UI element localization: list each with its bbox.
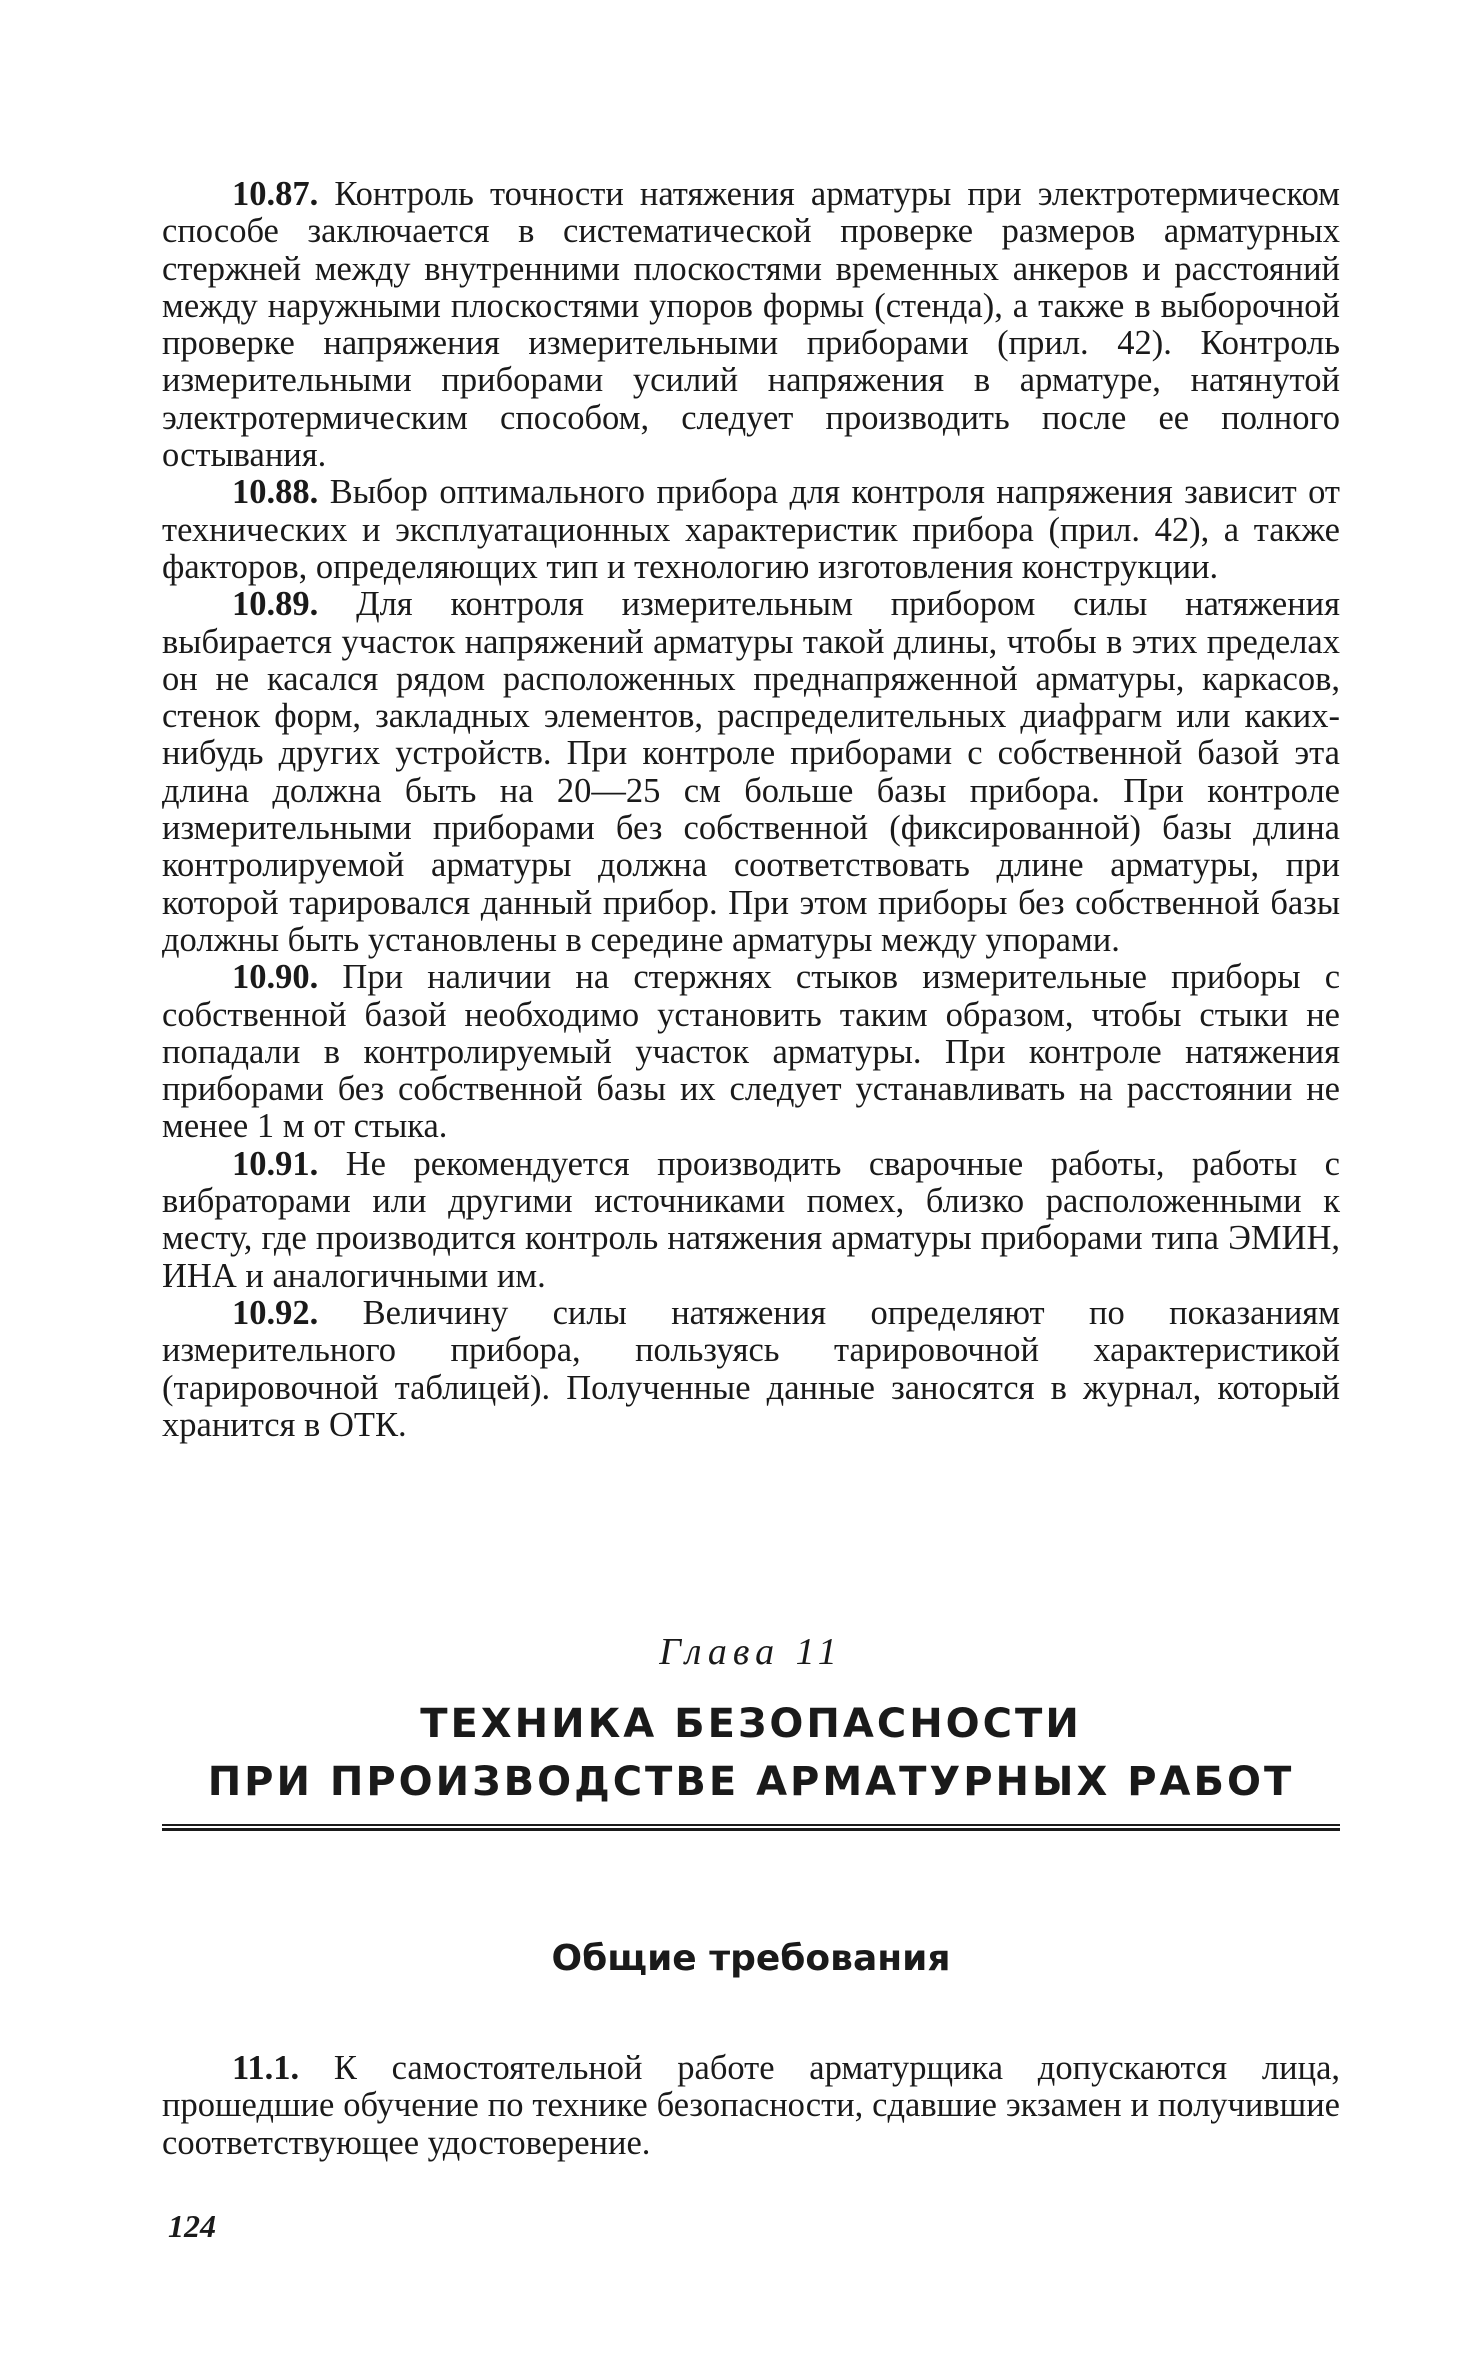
page-number: 124: [168, 2208, 216, 2244]
paragraph-10-87: [162, 176, 1340, 474]
paragraph-text: К самостоятельной работе арматурщика допускаются лица, прошедшие обучение по технике безопасности, сдавшие экзамен и получившие соответствующее удостоверение.: [162, 2049, 1341, 2162]
chapter-title-line-1: ТЕХНИКА БЕЗОПАСНОСТИ: [420, 1701, 1082, 1747]
paragraph-number: 10.90.: [232, 958, 319, 997]
paragraph-text: Величину силы натяжения определяют по показаниям измерительного прибора, пользуясь тарировочной характеристикой (тарировочной таблицей). Полученные данные заносятся в журнал, который хранится в ОТК.: [162, 1293, 1341, 1444]
paragraph-10-89: [162, 586, 1340, 959]
paragraph-number: 10.92.: [232, 1293, 319, 1332]
paragraph-10-90: [162, 959, 1340, 1145]
chapter-label: Глава 11: [659, 1631, 843, 1673]
paragraph-10-91: [162, 1146, 1340, 1295]
paragraph-text: Не рекомендуется производить сварочные работы, работы с вибраторами или другими источниками помех, близко расположенными к месту, где производится контроль натяжения арматуры приборами типа ЭМИН, ИНА и аналогичными им.: [162, 1144, 1340, 1295]
paragraph-text: Выбор оптимального прибора для контроля напряжения зависит от технических и эксплуатационных характеристик прибора (прил. 42), а также факторов, определяющих тип и технологию изготовления конструкции.: [162, 473, 1340, 586]
divider-thin-line: [162, 1824, 1340, 1826]
paragraph-number: 10.87.: [232, 175, 319, 213]
section-text-block: [162, 2050, 1340, 2162]
paragraph-number: 10.91.: [232, 1144, 319, 1183]
section-title: Общие требования: [551, 1938, 951, 1979]
paragraph-number: 10.88.: [232, 473, 319, 512]
paragraph-text: Для контроля измерительным прибором силы натяжения выбирается участок напряжений арматуры такой длины, чтобы в этих пределах он не касался рядом расположенных преднапряженной арматуры, каркасов, стенок форм, закладных элементов, распределительных диафрагм или каких-нибудь других устройств. При контроле приборами с собственной базой эта длина должна быть на 20—25 см больше базы прибора. При контроле измерительными приборами без собственной (фиксированной) базы длина контролируемой арматуры должна соответствовать длине арматуры, при которой тарировался данный прибор. При этом приборы без собственной базы должны быть установлены в середине арматуры между упорами.: [162, 585, 1341, 959]
chapter-divider: [162, 1824, 1340, 1832]
divider-thick-line: [162, 1828, 1340, 1831]
paragraph-10-88: [162, 474, 1340, 586]
chapter-title-line-2: ПРИ ПРОИЗВОДСТВЕ АРМАТУРНЫХ РАБОТ: [207, 1759, 1295, 1805]
paragraph-10-92: [162, 1295, 1340, 1444]
main-text-block: [162, 176, 1340, 1444]
paragraph-number: 11.1.: [232, 2049, 300, 2087]
paragraph-text: Контроль точности натяжения арматуры при электротермическом способе заключается в систематической проверке размеров арматурных стержней между внутренними плоскостями временных анкеров и расстояний между наружными плоскостями упоров формы (стенда), а также в выборочной проверке напряжения измерительными приборами (прил. 42). Контроль измерительными приборами усилий напряжения в арматуре, натянутой электротермическим способом, следует производить после ее полного остывания.: [162, 175, 1340, 475]
paragraph-text: При наличии на стержнях стыков измерительные приборы с собственной базой необходимо установить таким образом, чтобы стыки не попадали в контролируемый участок арматуры. При контроле натяжения приборами без собственной базы их следует устанавливать на расстоянии не менее 1 м от стыка.: [162, 958, 1341, 1146]
paragraph-11-1: [162, 2050, 1340, 2162]
paragraph-number: 10.89.: [232, 585, 319, 624]
